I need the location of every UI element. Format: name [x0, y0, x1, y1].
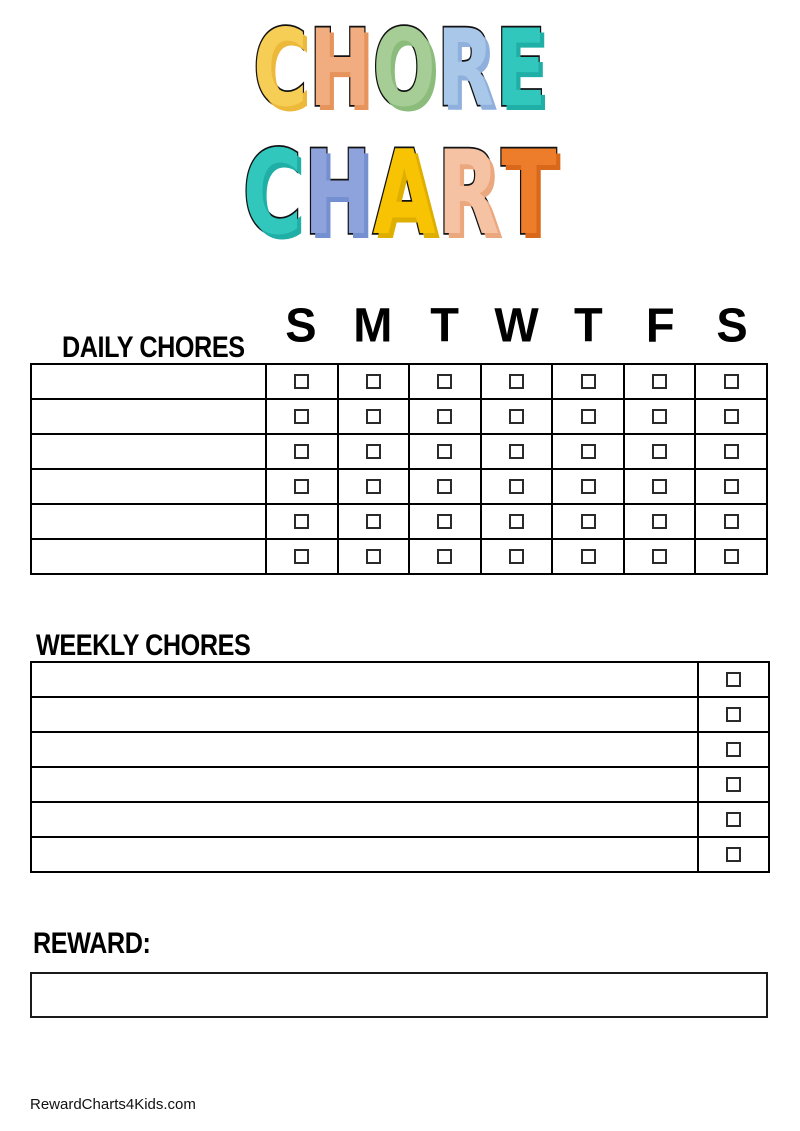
- daily-checkbox-r0-d3-cell: [481, 364, 553, 399]
- daily-checkbox-r3-d4-cell: [552, 469, 624, 504]
- daily-checkbox-r0-d5[interactable]: [652, 374, 667, 389]
- daily-checkbox-r1-d2-cell: [409, 399, 481, 434]
- daily-checkbox-r0-d2-cell: [409, 364, 481, 399]
- daily-checkbox-r4-d6[interactable]: [724, 514, 739, 529]
- daily-checkbox-r2-d3[interactable]: [509, 444, 524, 459]
- daily-row-1: [31, 399, 767, 434]
- weekly-row-1: [31, 697, 769, 732]
- day-header-2: T: [430, 297, 459, 352]
- weekly-checkbox-5[interactable]: [726, 847, 741, 862]
- daily-checkbox-r0-d2[interactable]: [437, 374, 452, 389]
- daily-checkbox-r2-d6[interactable]: [724, 444, 739, 459]
- daily-checkbox-r3-d0-cell: [266, 469, 338, 504]
- daily-checkbox-r1-d2[interactable]: [437, 409, 452, 424]
- daily-checkbox-r1-d6[interactable]: [724, 409, 739, 424]
- day-header-3: W: [494, 297, 539, 352]
- title-letters-chore: [252, 7, 548, 130]
- title-word-chart: [0, 126, 800, 261]
- weekly-checkbox-4[interactable]: [726, 812, 741, 827]
- weekly-checkbox-1-cell: [698, 697, 769, 732]
- title-letter-c: C: [242, 126, 304, 261]
- title-letter-r: R: [436, 126, 501, 261]
- daily-checkbox-r1-d3-cell: [481, 399, 553, 434]
- daily-checkbox-r4-d4-cell: [552, 504, 624, 539]
- daily-checkbox-r2-d0-cell: [266, 434, 338, 469]
- daily-chores-heading: DAILY CHORES: [62, 331, 245, 364]
- daily-checkbox-r4-d5[interactable]: [652, 514, 667, 529]
- day-header-1: M: [353, 297, 393, 352]
- daily-checkbox-r0-d0[interactable]: [294, 374, 309, 389]
- daily-checkbox-r3-d5-cell: [624, 469, 696, 504]
- daily-checkbox-r2-d1-cell: [338, 434, 410, 469]
- daily-checkbox-r4-d6-cell: [695, 504, 767, 539]
- daily-checkbox-r4-d3[interactable]: [509, 514, 524, 529]
- daily-checkbox-r5-d2-cell: [409, 539, 481, 574]
- reward-input-box[interactable]: [30, 972, 768, 1018]
- daily-row-3: [31, 469, 767, 504]
- daily-chore-name-3[interactable]: [31, 469, 266, 504]
- daily-checkbox-r5-d3-cell: [481, 539, 553, 574]
- weekly-row-2: [31, 732, 769, 767]
- daily-checkbox-r1-d5-cell: [624, 399, 696, 434]
- daily-checkbox-r0-d0-cell: [266, 364, 338, 399]
- daily-chore-name-4[interactable]: [31, 504, 266, 539]
- daily-checkbox-r1-d1[interactable]: [366, 409, 381, 424]
- daily-checkbox-r0-d5-cell: [624, 364, 696, 399]
- daily-checkbox-r5-d5-cell: [624, 539, 696, 574]
- daily-checkbox-r1-d5[interactable]: [652, 409, 667, 424]
- daily-checkbox-r0-d1[interactable]: [366, 374, 381, 389]
- day-header-0: S: [285, 297, 317, 352]
- daily-checkbox-r2-d0[interactable]: [294, 444, 309, 459]
- daily-checkbox-r3-d3[interactable]: [509, 479, 524, 494]
- daily-checkbox-r5-d2[interactable]: [437, 549, 452, 564]
- weekly-checkbox-1[interactable]: [726, 707, 741, 722]
- daily-checkbox-r1-d4-cell: [552, 399, 624, 434]
- daily-checkbox-r2-d4-cell: [552, 434, 624, 469]
- daily-checkbox-r2-d6-cell: [695, 434, 767, 469]
- weekly-chores-table: [30, 661, 770, 873]
- daily-checkbox-r1-d3[interactable]: [509, 409, 524, 424]
- weekly-row-5: [31, 837, 769, 872]
- daily-row-5: [31, 539, 767, 574]
- day-header-6: S: [716, 297, 748, 352]
- weekly-checkbox-3-cell: [698, 767, 769, 802]
- daily-checkbox-r5-d3[interactable]: [509, 549, 524, 564]
- weekly-checkbox-3[interactable]: [726, 777, 741, 792]
- weekly-checkbox-0-cell: [698, 662, 769, 697]
- weekly-chore-name-1[interactable]: [31, 697, 698, 732]
- title-letter-t: T: [500, 126, 558, 261]
- daily-checkbox-r3-d1-cell: [338, 469, 410, 504]
- daily-checkbox-r0-d6[interactable]: [724, 374, 739, 389]
- daily-checkbox-r3-d2-cell: [409, 469, 481, 504]
- weekly-checkbox-4-cell: [698, 802, 769, 837]
- title-letter-c: C: [252, 7, 309, 130]
- daily-checkbox-r5-d1-cell: [338, 539, 410, 574]
- daily-checkbox-r3-d0[interactable]: [294, 479, 309, 494]
- title-letter-h: H: [303, 126, 373, 261]
- daily-checkbox-r4-d0-cell: [266, 504, 338, 539]
- daily-checkbox-r4-d1-cell: [338, 504, 410, 539]
- daily-checkbox-r2-d2[interactable]: [437, 444, 452, 459]
- title-letter-a: A: [372, 126, 437, 261]
- daily-checkbox-r5-d6-cell: [695, 539, 767, 574]
- day-header-5: F: [645, 297, 675, 352]
- daily-checkbox-r2-d5[interactable]: [652, 444, 667, 459]
- daily-checkbox-r3-d6[interactable]: [724, 479, 739, 494]
- weekly-checkbox-0[interactable]: [726, 672, 741, 687]
- daily-checkbox-r5-d5[interactable]: [652, 549, 667, 564]
- footer-website: RewardCharts4Kids.com: [30, 1096, 196, 1113]
- daily-checkbox-r4-d2-cell: [409, 504, 481, 539]
- weekly-chore-name-0[interactable]: [31, 662, 698, 697]
- daily-checkbox-r1-d4[interactable]: [581, 409, 596, 424]
- daily-checkbox-r2-d2-cell: [409, 434, 481, 469]
- daily-checkbox-r4-d5-cell: [624, 504, 696, 539]
- weekly-chore-name-2[interactable]: [31, 732, 698, 767]
- weekly-row-0: [31, 662, 769, 697]
- day-header-4: T: [574, 297, 603, 352]
- daily-checkbox-r3-d3-cell: [481, 469, 553, 504]
- daily-checkbox-r5-d4-cell: [552, 539, 624, 574]
- title-letter-o: O: [372, 7, 437, 130]
- daily-checkbox-r3-d6-cell: [695, 469, 767, 504]
- daily-checkbox-r4-d4[interactable]: [581, 514, 596, 529]
- weekly-chore-name-4[interactable]: [31, 802, 698, 837]
- daily-checkbox-r2-d3-cell: [481, 434, 553, 469]
- title-word-chore: [0, 7, 800, 130]
- daily-checkbox-r5-d6[interactable]: [724, 549, 739, 564]
- daily-checkbox-r1-d0-cell: [266, 399, 338, 434]
- daily-checkbox-r2-d4[interactable]: [581, 444, 596, 459]
- daily-checkbox-r1-d0[interactable]: [294, 409, 309, 424]
- daily-checkbox-r5-d0[interactable]: [294, 549, 309, 564]
- daily-checkbox-r0-d4[interactable]: [581, 374, 596, 389]
- daily-checkbox-r4-d2[interactable]: [437, 514, 452, 529]
- daily-checkbox-r4-d0[interactable]: [294, 514, 309, 529]
- weekly-row-3: [31, 767, 769, 802]
- daily-checkbox-r4-d1[interactable]: [366, 514, 381, 529]
- daily-chore-name-5[interactable]: [31, 539, 266, 574]
- daily-checkbox-r4-d3-cell: [481, 504, 553, 539]
- daily-checkbox-r0-d3[interactable]: [509, 374, 524, 389]
- daily-checkbox-r2-d5-cell: [624, 434, 696, 469]
- weekly-checkbox-2-cell: [698, 732, 769, 767]
- daily-checkbox-r5-d4[interactable]: [581, 549, 596, 564]
- weekly-checkbox-2[interactable]: [726, 742, 741, 757]
- title-letter-h: H: [308, 7, 373, 130]
- daily-checkbox-r5-d0-cell: [266, 539, 338, 574]
- daily-row-4: [31, 504, 767, 539]
- weekly-row-4: [31, 802, 769, 837]
- weekly-chore-name-5[interactable]: [31, 837, 698, 872]
- title-letters-chart: [242, 126, 558, 261]
- daily-checkbox-r0-d1-cell: [338, 364, 410, 399]
- day-header-row: [265, 294, 768, 356]
- daily-checkbox-r0-d6-cell: [695, 364, 767, 399]
- daily-checkbox-r3-d1[interactable]: [366, 479, 381, 494]
- daily-checkbox-r1-d6-cell: [695, 399, 767, 434]
- daily-checkbox-r1-d1-cell: [338, 399, 410, 434]
- weekly-chores-heading: WEEKLY CHORES: [36, 629, 251, 662]
- daily-chores-table: [30, 363, 768, 575]
- daily-checkbox-r5-d1[interactable]: [366, 549, 381, 564]
- daily-chore-name-1[interactable]: [31, 399, 266, 434]
- daily-row-0: [31, 364, 767, 399]
- daily-checkbox-r0-d4-cell: [552, 364, 624, 399]
- daily-row-2: [31, 434, 767, 469]
- daily-checkbox-r3-d5[interactable]: [652, 479, 667, 494]
- title-letter-e: E: [495, 7, 548, 130]
- daily-checkbox-r3-d4[interactable]: [581, 479, 596, 494]
- weekly-chore-name-3[interactable]: [31, 767, 698, 802]
- daily-chore-name-0[interactable]: [31, 364, 266, 399]
- daily-checkbox-r3-d2[interactable]: [437, 479, 452, 494]
- daily-checkbox-r2-d1[interactable]: [366, 444, 381, 459]
- daily-chore-name-2[interactable]: [31, 434, 266, 469]
- weekly-checkbox-5-cell: [698, 837, 769, 872]
- title-letter-r: R: [436, 7, 496, 130]
- reward-heading: REWARD:: [33, 927, 151, 960]
